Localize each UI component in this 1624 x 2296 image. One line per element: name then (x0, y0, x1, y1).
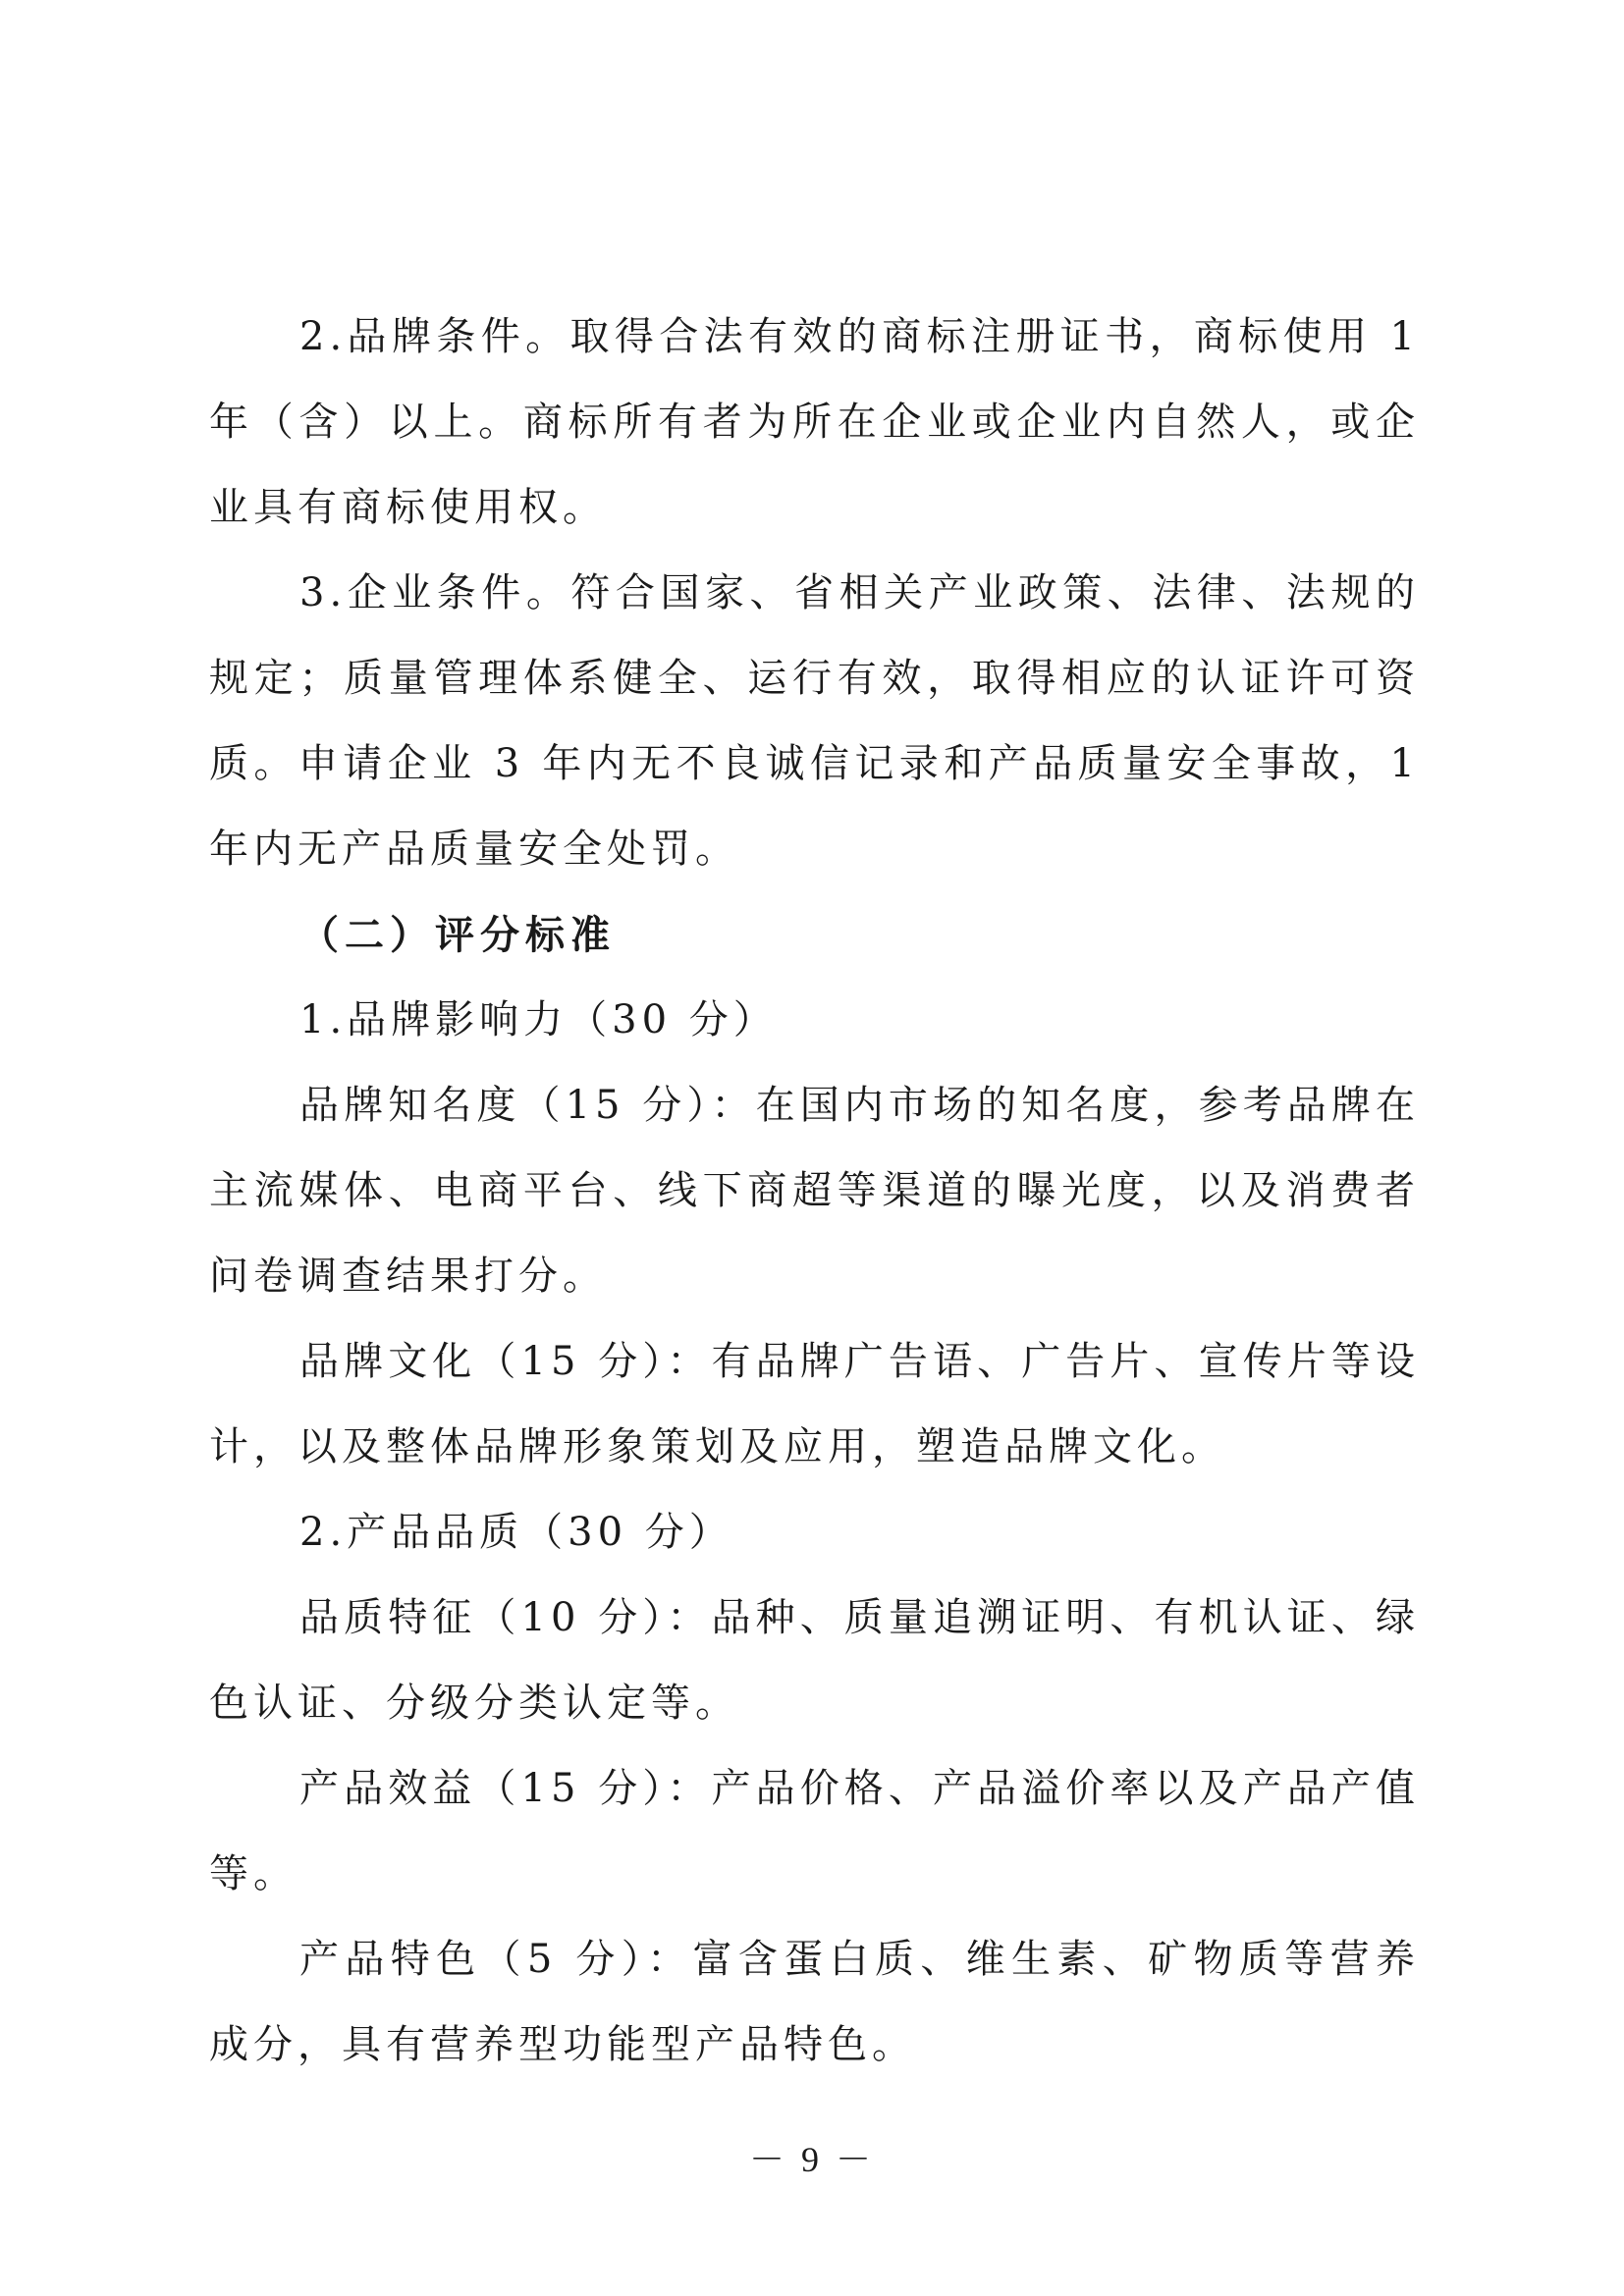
paragraph-enterprise-conditions: 3.企业条件。符合国家、省相关产业政策、法律、法规的规定；质量管理体系健全、运行有效，取得相应的认证许可资质。申请企业 3 年内无不良诚信记录和产品质量安全事故，1 年内无产品质量安全处罚。 (209, 570, 1420, 872)
body-text (209, 294, 1420, 2088)
paragraph-product-benefits: 产品效益（15 分）：产品价格、产品溢价率以及产品产值等。 (209, 1766, 1420, 1896)
paragraph-brand-awareness: 品牌知名度（15 分）：在国内市场的知名度，参考品牌在主流媒体、电商平台、线下商超等渠道的曝光度，以及消费者问卷调查结果打分。 (209, 1083, 1420, 1299)
paragraph-brand-conditions: 2.品牌条件。取得合法有效的商标注册证书，商标使用 1 年（含）以上。商标所有者为所在企业或企业内自然人，或企业具有商标使用权。 (209, 314, 1420, 530)
subheading-product-quality: 2.产品品质（30 分） (299, 1510, 733, 1555)
section-heading-scoring-criteria: （二）评分标准 (299, 912, 616, 958)
paragraph-brand-culture: 品牌文化（15 分）：有品牌广告语、广告片、宣传片等设计，以及整体品牌形象策划及应用，塑造品牌文化。 (209, 1339, 1420, 1469)
page-number: － 9 － (748, 2140, 875, 2179)
paragraph-quality-features: 品质特征（10 分）：品种、质量追溯证明、有机认证、绿色认证、分级分类认定等。 (209, 1595, 1420, 1726)
subheading-brand-influence: 1.品牌影响力（30 分） (299, 997, 778, 1042)
paragraph-product-characteristics: 产品特色（5 分）：富含蛋白质、维生素、矿物质等营养成分，具有营养型功能型产品特色。 (209, 1937, 1420, 2067)
